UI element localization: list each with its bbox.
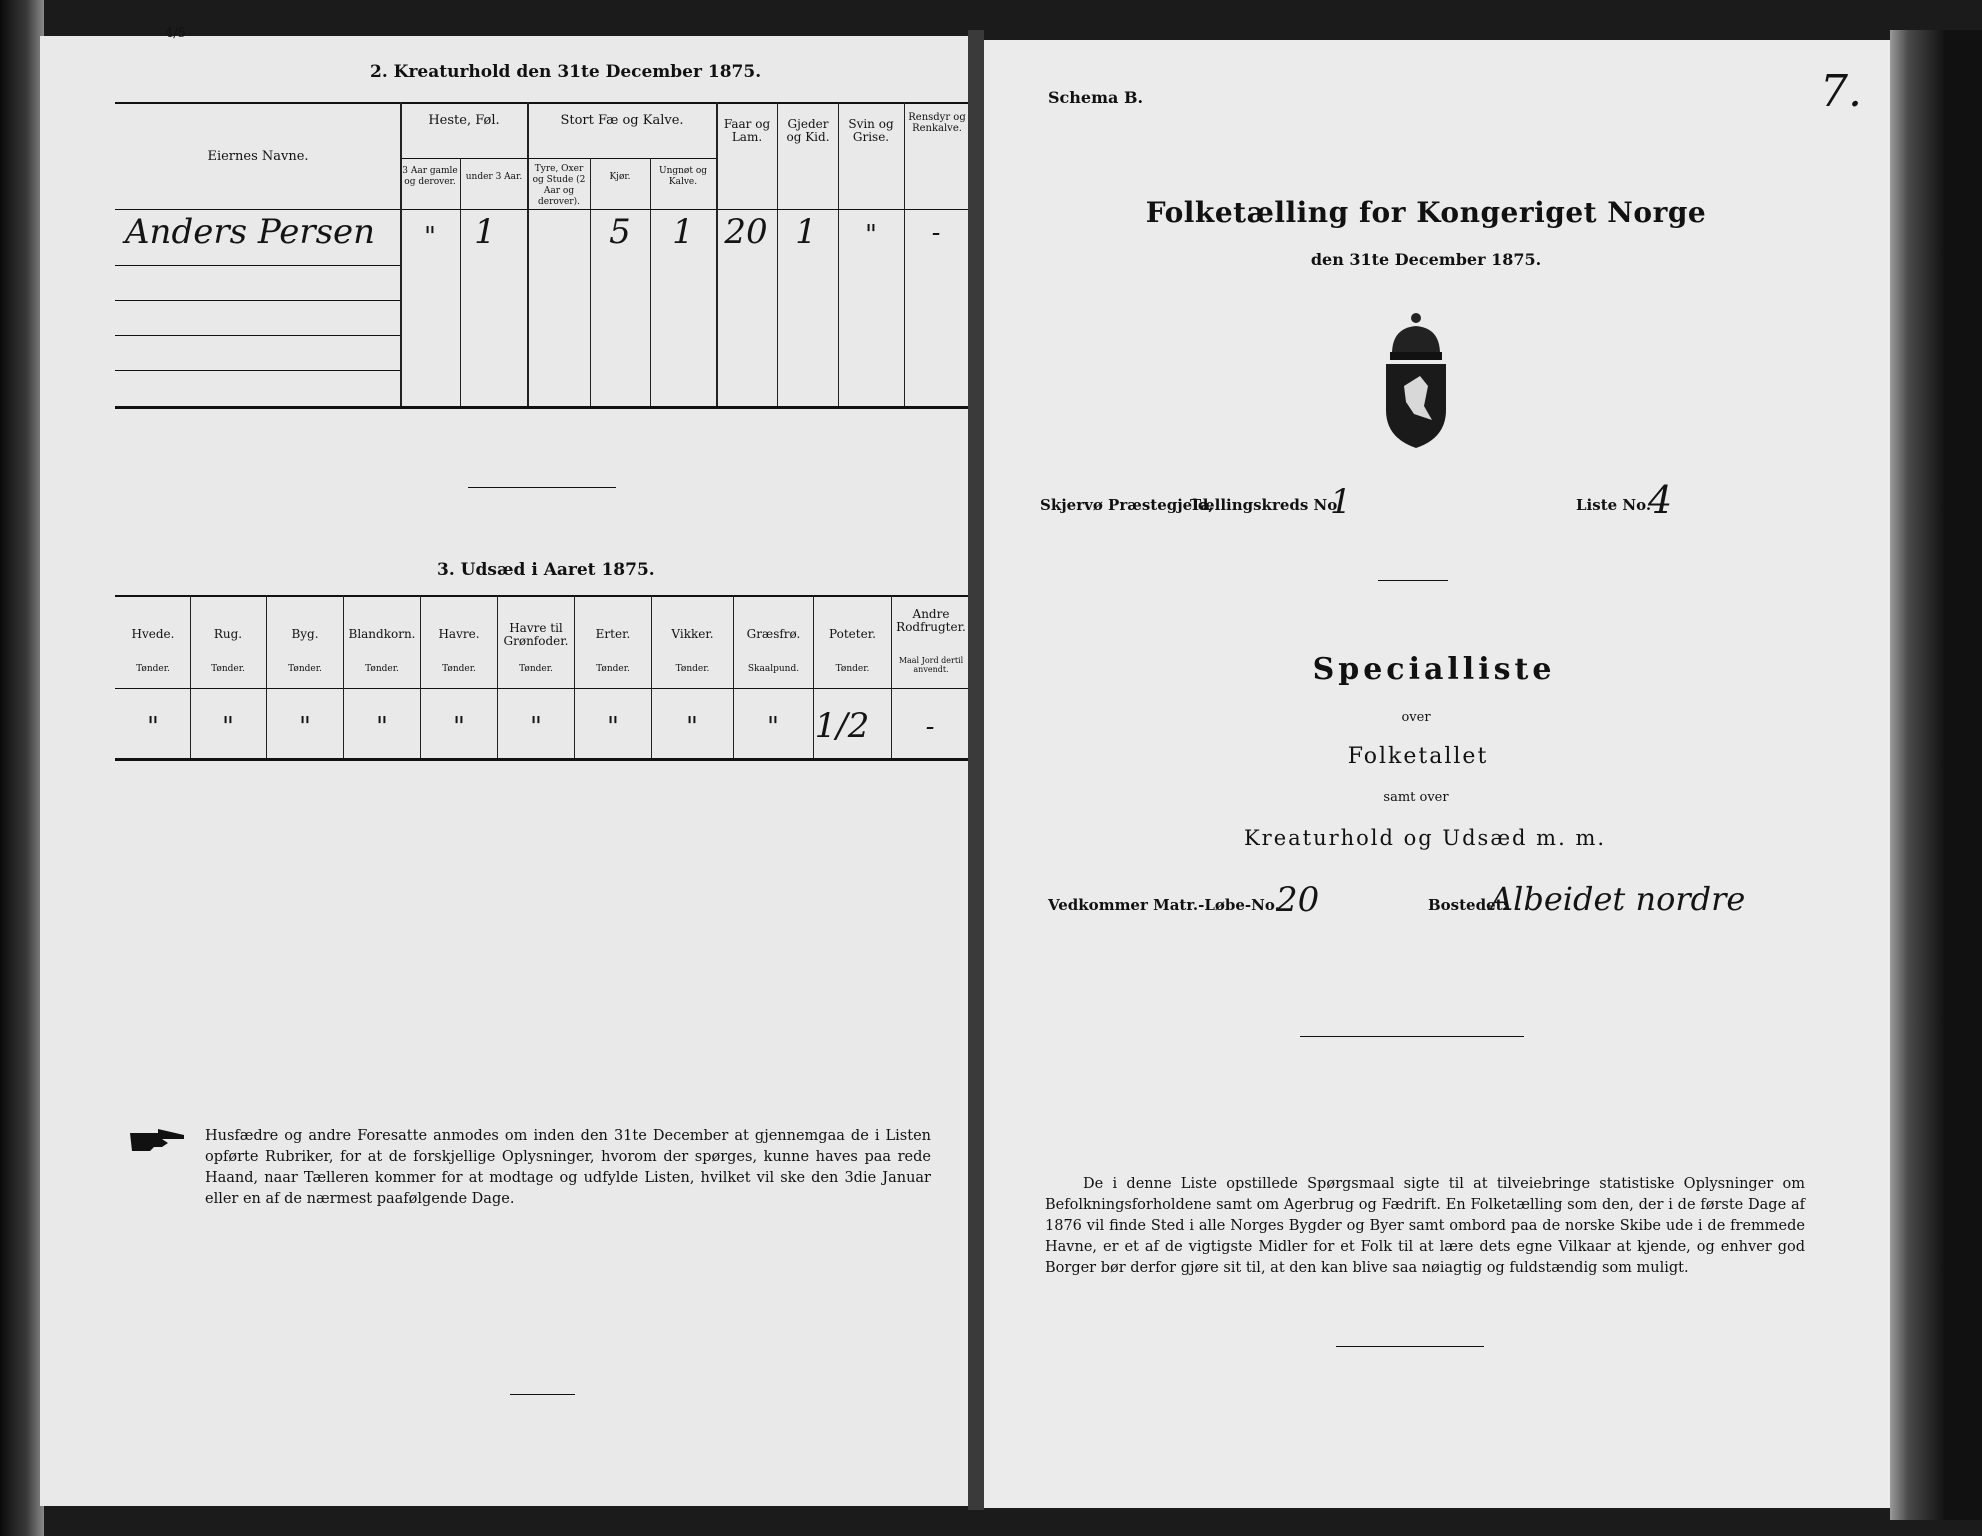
coat-of-arms-icon: [1376, 310, 1456, 450]
bosted-label: Bostedet:: [1428, 896, 1509, 914]
special-title: Specialliste: [1312, 652, 1556, 687]
cell-value: -: [931, 218, 941, 248]
seed-col-name: Rug.: [213, 627, 243, 641]
table2-bottom-rule: [115, 406, 968, 409]
seed-value: -: [925, 712, 935, 742]
cell-value: 1: [795, 212, 817, 252]
seed-col-name: Hvede.: [131, 627, 175, 641]
table2-top-rule: [115, 102, 968, 104]
parish-label: Skjervø Præstegjeld,: [1040, 496, 1214, 514]
date-line: den 31te December 1875.: [1310, 250, 1542, 269]
separator-rule: [1378, 580, 1448, 581]
col-divider: [460, 158, 461, 406]
schema-label: Schema B.: [1048, 88, 1144, 107]
list-number: 4: [1648, 478, 1673, 522]
seed-col-unit: Tønder.: [519, 664, 553, 674]
folketallet-text: Folketallet: [1347, 744, 1489, 769]
district-number: 1: [1330, 482, 1352, 522]
samt-over-text: samt over: [1383, 790, 1449, 805]
list-label: Liste No.: [1576, 496, 1652, 514]
corner-mark: 4/5: [165, 26, 186, 41]
matr-label: Vedkommer Matr.-Løbe-No.: [1048, 896, 1280, 914]
seed-value: ": [222, 712, 234, 742]
col-header: Rensdyr og Renkalve.: [908, 112, 966, 134]
pointing-hand-icon: [128, 1125, 188, 1153]
separator-rule: [510, 1394, 575, 1395]
col-divider: [716, 102, 718, 406]
col-divider: [574, 595, 575, 758]
seed-col-name: Andre Rodfrugter.: [896, 607, 966, 634]
horses-header: Heste, Føl.: [428, 113, 500, 128]
cell-value: 1: [672, 212, 694, 252]
seed-value: 1/2: [814, 706, 870, 746]
separator-rule: [468, 487, 616, 488]
col-divider: [420, 595, 421, 758]
separator-rule: [1300, 1036, 1524, 1037]
seed-col-name: Havre til Grønfoder.: [503, 621, 569, 648]
col-header: Gjeder og Kid.: [786, 117, 830, 144]
seed-col-unit: Tønder.: [136, 664, 170, 674]
section3-title: 3. Udsæd i Aaret 1875.: [437, 560, 655, 580]
horses-group-rule: [400, 158, 530, 159]
seed-col-unit: Tønder.: [211, 664, 245, 674]
seed-value: ": [453, 712, 465, 742]
col-divider: [190, 595, 191, 758]
table2-row-rule: [115, 300, 400, 301]
notice-text: Husfædre og andre Foresatte anmodes om inden den 31te December at gjennemgaa de i Listen opførte Rubriker, for at de forskjellige Oplysninger, hvorom der spørges, kunne haves paa rede Haand, naar Tælleren kommer for at modtage og udfylde Listen, hvilket vil ske den 3die Januar eller en af de nærmest paafølgende Dage.: [205, 1128, 931, 1207]
cell-value: 5: [609, 212, 631, 252]
info-text: De i denne Liste opstillede Spørgsmaal sigte til at tilveiebringe statistiske Oplysninger om Befolkningsforholdene samt om Agerbrug og Fædrift. En Folketælling som den, der i de første Dage af 1876 vil finde Sted i alle Norges Bygder og Byer samt ombord paa de norske Skibe ude i de fremmede Havne, er et af de vigtigste Midler for et Folk til at lære dets egne Vilkaar at kjende, og enhver god Borger bør derfor gjøre sit til, at den kan blive saa nøiagtig og fuldstændig som muligt.: [1045, 1176, 1805, 1276]
cattle-header: Stort Fæ og Kalve.: [560, 113, 684, 128]
section2-title: 2. Kreaturhold den 31te December 1875.: [370, 62, 762, 82]
col-header: Ungnøt og Kalve.: [658, 166, 707, 187]
seed-col-name: Havre.: [438, 627, 480, 641]
table2-row-rule: [115, 265, 400, 266]
col-divider: [777, 102, 778, 406]
table3-header-rule: [115, 688, 968, 689]
col-divider: [904, 102, 905, 406]
col-divider: [590, 158, 591, 406]
seed-value: ": [607, 712, 619, 742]
seed-col-unit: Tønder.: [365, 664, 399, 674]
col-divider: [891, 595, 892, 758]
seed-col-name: Vikker.: [671, 627, 714, 641]
col-divider: [650, 158, 651, 406]
seed-col-unit: Tønder.: [835, 664, 870, 674]
book-edge-right: [1890, 30, 1982, 1520]
table3-bottom-rule: [115, 758, 968, 761]
district-label: Tællingskreds No.: [1190, 496, 1343, 514]
col-header: Faar og Lam.: [723, 117, 771, 144]
seed-value: ": [767, 712, 779, 742]
seed-value: ": [147, 712, 159, 742]
col-header: under 3 Aar.: [465, 172, 523, 182]
seed-col-name: Blandkorn.: [348, 627, 416, 641]
col-divider: [343, 595, 344, 758]
matr-number: 20: [1276, 880, 1320, 920]
separator-rule: [1336, 1346, 1484, 1347]
seed-col-unit: Tønder.: [675, 664, 710, 674]
left-page: [40, 36, 970, 1506]
seed-value: ": [376, 712, 388, 742]
seed-col-unit: Skaalpund.: [747, 664, 800, 674]
seed-col-unit: Maal Jord dertil anvendt.: [898, 656, 964, 674]
col-divider: [497, 595, 498, 758]
col-divider: [838, 102, 839, 406]
col-divider: [733, 595, 734, 758]
seed-value: ": [299, 712, 311, 742]
seed-col-unit: Tønder.: [288, 664, 322, 674]
bosted-value: Albeidet nordre: [1490, 880, 1746, 918]
col-header: 3 Aar gamle og derover.: [402, 166, 458, 187]
kreaturhold-text: Kreaturhold og Udsæd m. m.: [1243, 826, 1607, 850]
col-header: Svin og Grise.: [848, 117, 894, 144]
col-header: Tyre, Oxer og Stude (2 Aar og derover).: [532, 164, 586, 207]
owner-header: Eiernes Navne.: [207, 149, 309, 164]
main-title: Folketælling for Kongeriget Norge: [1145, 196, 1707, 229]
col-divider: [266, 595, 267, 758]
col-header: Kjør.: [609, 172, 631, 182]
table2-row-rule: [115, 335, 400, 336]
book-spine: [968, 30, 984, 1510]
col-divider: [400, 102, 402, 406]
table2-row-rule: [115, 370, 400, 371]
seed-col-name: Erter.: [595, 627, 631, 641]
cell-value: 20: [724, 212, 768, 252]
seed-col-unit: Tønder.: [596, 664, 630, 674]
cell-value: ": [424, 222, 436, 252]
cattle-group-rule: [528, 158, 716, 159]
cell-value: ": [865, 220, 877, 250]
table3-top-rule: [115, 595, 968, 597]
seed-col-name: Græsfrø.: [746, 627, 801, 641]
seed-col-name: Poteter.: [829, 627, 876, 641]
seed-value: ": [686, 712, 698, 742]
table2-header-rule: [115, 209, 968, 210]
col-divider: [651, 595, 652, 758]
owner-name: Anders Persen: [125, 212, 376, 252]
book-edge-left: [0, 0, 44, 1536]
seed-col-name: Byg.: [291, 627, 319, 641]
cell-value: 1: [474, 212, 496, 252]
seed-col-unit: Tønder.: [442, 664, 476, 674]
page-number: 7.: [1820, 66, 1862, 117]
over-text: over: [1401, 710, 1431, 725]
seed-value: ": [530, 712, 542, 742]
col-divider: [527, 102, 529, 406]
